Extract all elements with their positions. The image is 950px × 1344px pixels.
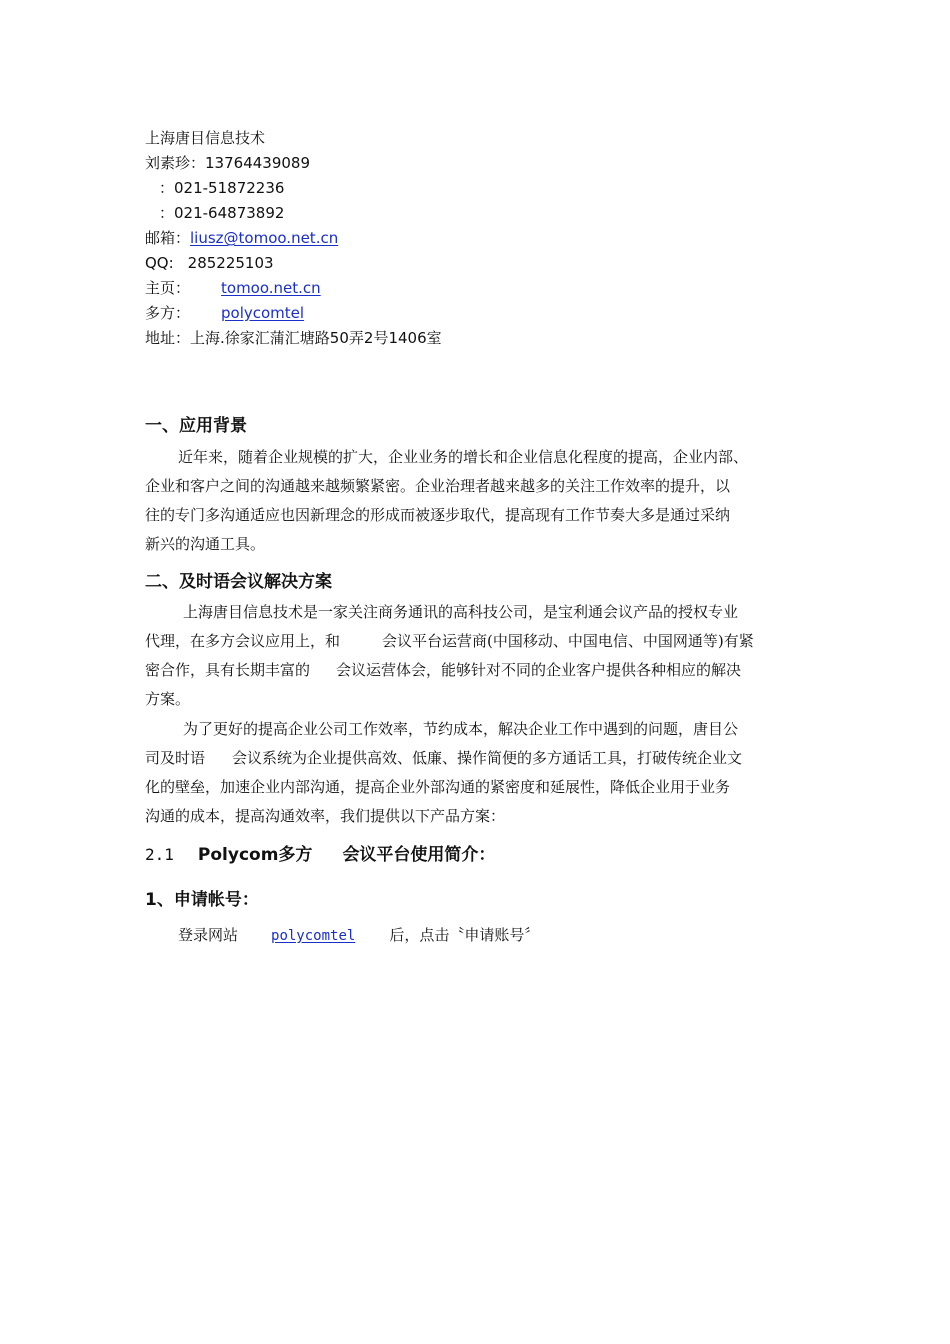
phone-number: 021-51872236	[174, 179, 285, 197]
section-title-part-1: Polycom多方	[197, 845, 313, 865]
name-label: 刘素珍：	[145, 154, 206, 172]
paragraph-line	[145, 744, 825, 773]
paragraph-line: 方案。	[145, 690, 191, 708]
text-run: 代理，在多方会议应用上，和	[145, 632, 341, 650]
apply-text-2: 后，点击〝申请账号〞	[389, 926, 540, 944]
apply-link-text: polycomtel	[271, 928, 356, 944]
fax-number: 021-64873892	[174, 204, 285, 222]
paragraph-line	[145, 921, 825, 950]
company-name: 上海唐目信息技术	[145, 129, 266, 147]
paragraph-line: 为了更好的提高企业公司工作效率，节约成本，解决企业工作中遇到的问题，唐目公	[183, 720, 739, 738]
address-part-1: 上海.徐家汇蒲汇塘路	[190, 329, 330, 347]
section-1-paragraph	[145, 443, 825, 559]
text-run: 会议运营体会，能够针对不同的企业客户提供各种相应的解决	[336, 661, 742, 679]
apply-text-1: 登录网站	[178, 926, 239, 944]
qq-number: 285225103	[187, 254, 274, 272]
paragraph-line: 化的壁垒，加速企业内部沟通，提高企业外部沟通的紧密度和延展性，降低企业用于业务	[145, 778, 731, 796]
section-2-1-heading	[145, 843, 495, 867]
apply-account-paragraph	[145, 921, 825, 950]
multiparty-link[interactable]	[190, 304, 325, 322]
section-2-heading: 二、及时语会议解决方案	[145, 572, 332, 592]
address-part-2: 弄	[348, 329, 364, 347]
text-run: 司及时语	[145, 749, 206, 767]
paragraph-line: 近年来，随着企业规模的扩大，企业业务的增长和企业信息化程度的提高，企业内部、	[178, 448, 749, 466]
text-run: 密合作，具有长期丰富的	[145, 661, 311, 679]
address-part-3: 号	[373, 329, 389, 347]
apply-account-heading: 1、申请帐号：	[145, 890, 259, 910]
multiparty-label: 多方：	[145, 304, 191, 322]
email-line	[145, 226, 825, 251]
section-2-paragraph-2	[145, 715, 825, 831]
homepage-label: 主页：	[145, 279, 191, 297]
phone-prefix: ：	[159, 179, 175, 197]
paragraph-line: 沟通的成本，提高沟通效率，我们提供以下产品方案：	[145, 807, 506, 825]
phone-line	[145, 176, 825, 201]
address-label: 地址：	[145, 329, 191, 347]
homepage-link[interactable]	[190, 279, 321, 297]
paragraph-line: 往的专门多沟通适应也因新理念的形成而被逐步取代，提高现有工作节奏大多是通过采纳	[145, 506, 731, 524]
address-num-2: 2	[363, 329, 374, 347]
email-label: 邮箱：	[145, 229, 191, 247]
text-run: 会议系统为企业提供高效、低廉、操作简便的多方通话工具，打破传统企业文	[232, 749, 743, 767]
qq-label: QQ:	[145, 254, 174, 272]
homepage-url: tomoo.net.cn	[221, 279, 321, 297]
homepage-line	[145, 276, 825, 301]
mobile-number: 13764439089	[205, 154, 310, 172]
section-2-paragraph-1	[145, 598, 825, 714]
section-1-heading: 一、应用背景	[145, 416, 247, 436]
email-link[interactable]: liusz@tomoo.net.cn	[190, 229, 339, 247]
fax-line	[145, 201, 825, 226]
paragraph-line: 企业和客户之间的沟通越来越频繁紧密。企业治理者越来越多的关注工作效率的提升，以	[145, 477, 731, 495]
mobile-line	[145, 151, 825, 176]
multiparty-line	[145, 301, 825, 326]
address-part-4: 室	[426, 329, 442, 347]
paragraph-line: 新兴的沟通工具。	[145, 535, 266, 553]
text-run: 会议平台运营商(中国移动、中国电信、中国网通等)有紧	[382, 632, 754, 650]
qq-line	[145, 251, 825, 276]
paragraph-line	[145, 656, 825, 685]
paragraph-line: 上海唐目信息技术是一家关注商务通讯的高科技公司，是宝利通会议产品的授权专业	[183, 603, 739, 621]
address-num-3: 1406	[388, 329, 427, 347]
address-line	[145, 326, 825, 351]
section-number: 2.1	[145, 845, 174, 864]
polycomtel-link[interactable]	[238, 928, 389, 944]
contact-block	[145, 126, 825, 351]
section-title-part-2: 会议平台使用简介：	[342, 845, 496, 865]
paragraph-line	[145, 627, 825, 656]
address-num-1: 50	[329, 329, 349, 347]
fax-prefix: ：	[159, 204, 175, 222]
multiparty-url: polycomtel	[221, 304, 305, 322]
